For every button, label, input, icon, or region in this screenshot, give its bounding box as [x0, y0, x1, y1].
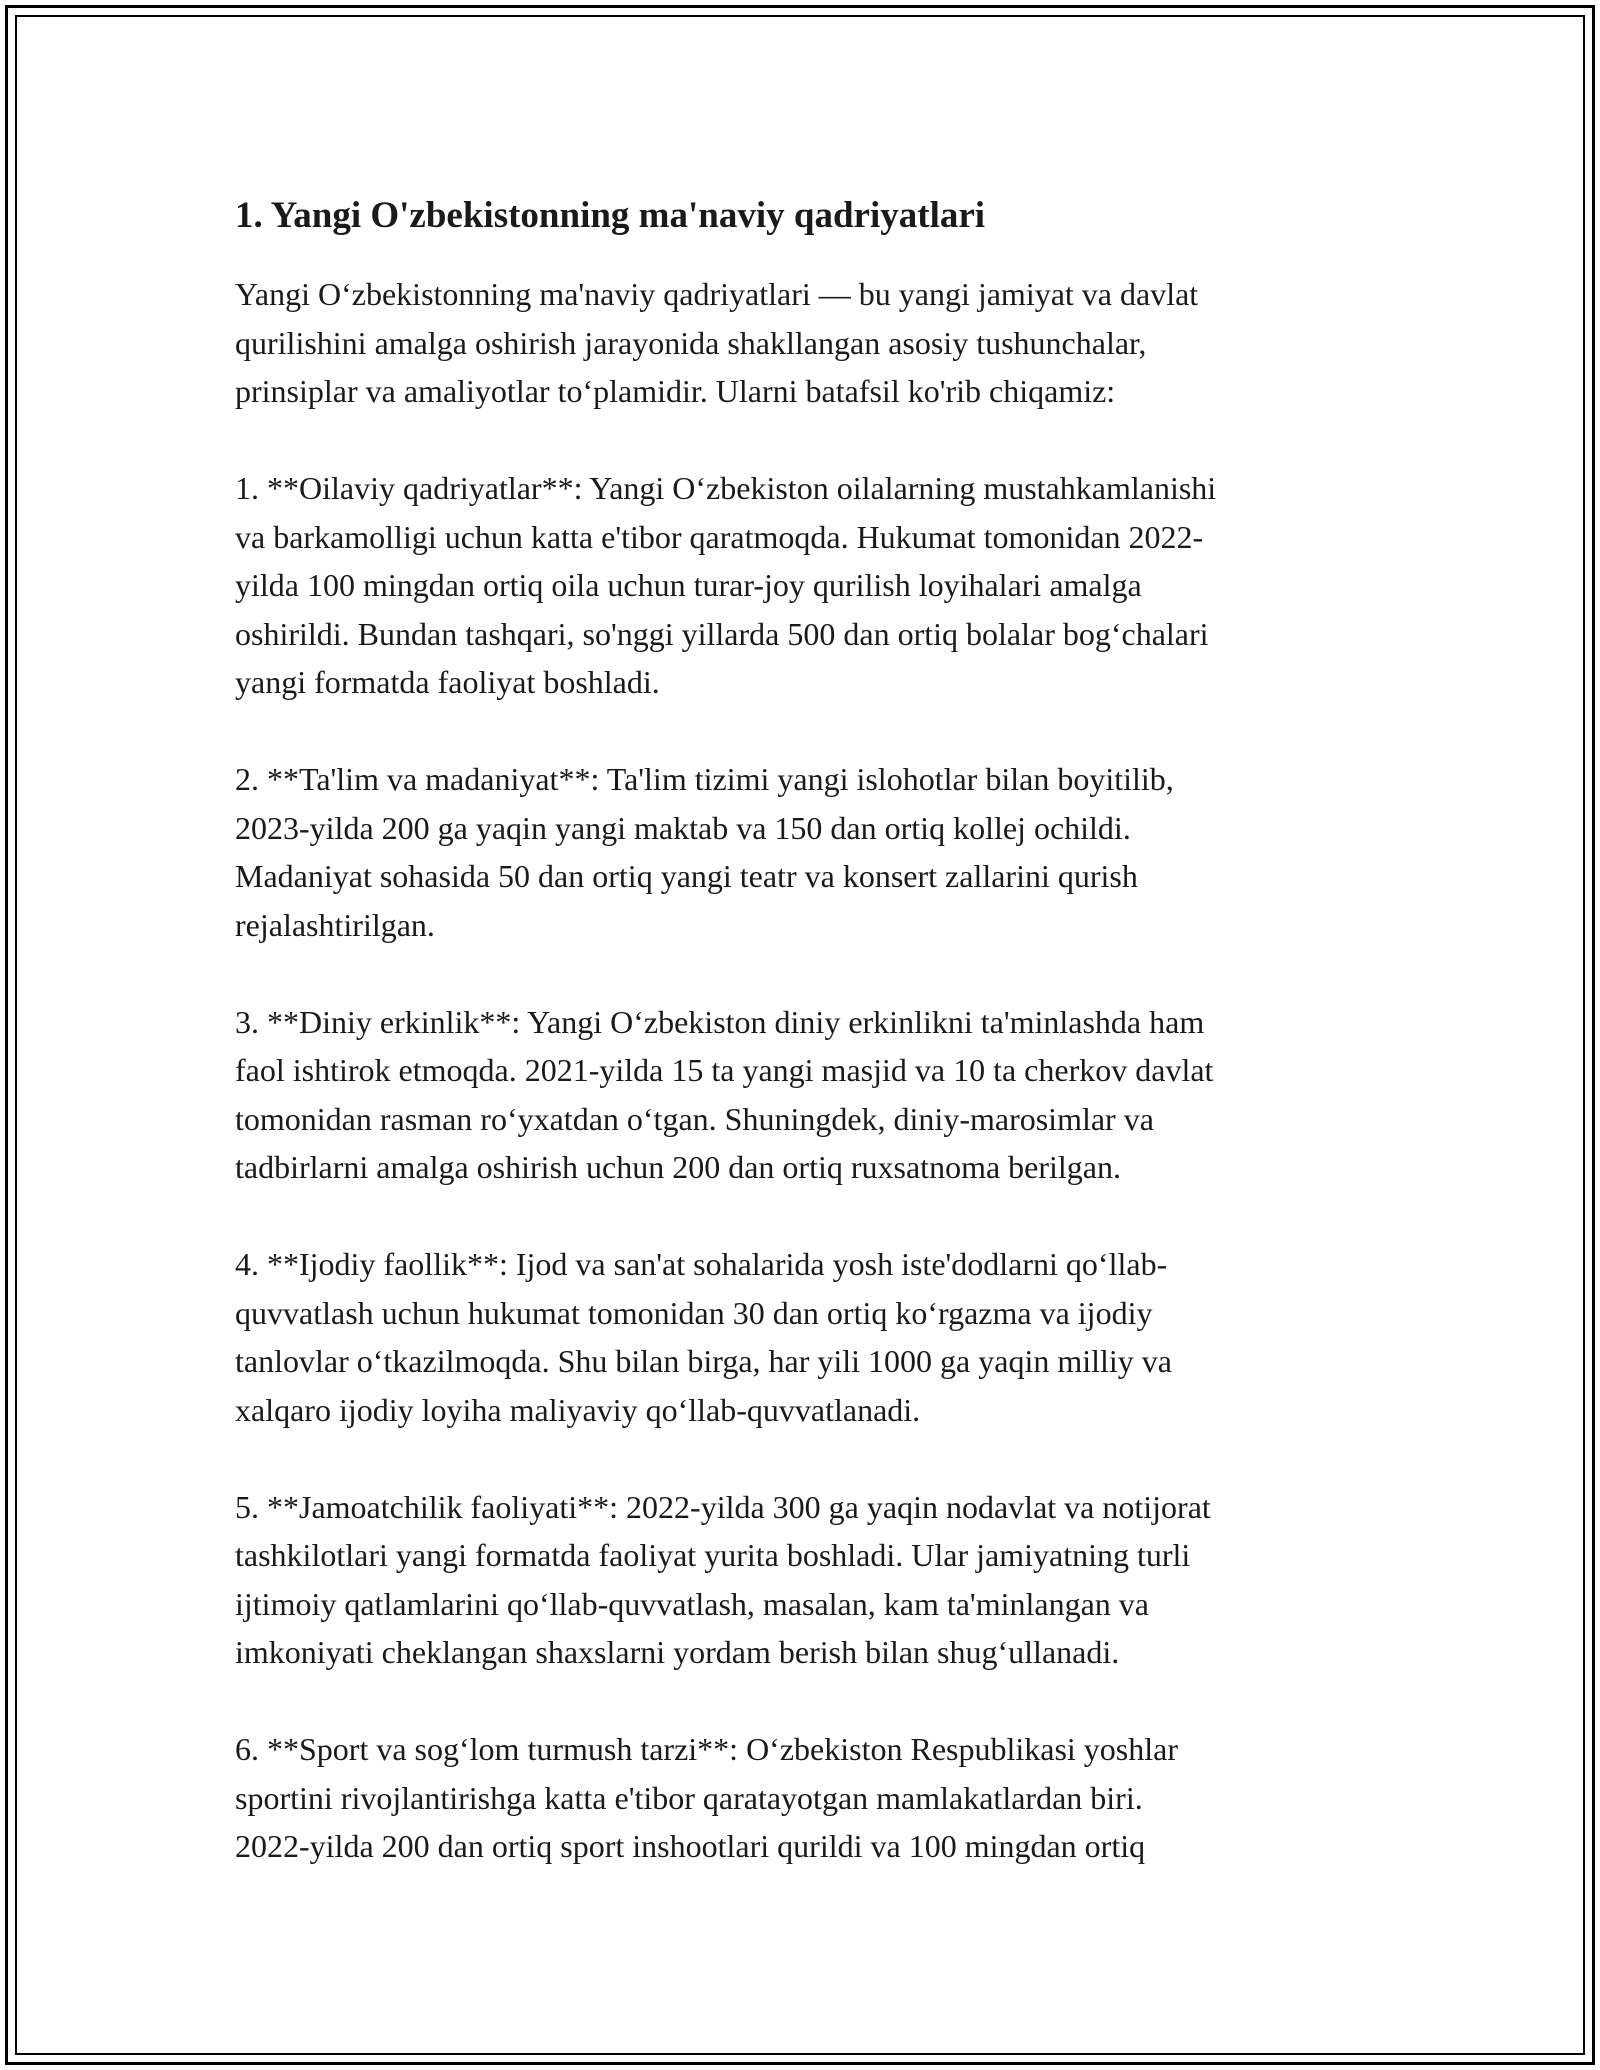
paragraph-education-culture — [235, 755, 1375, 949]
text-line: 5. **Jamoatchilik faoliyati**: 2022-yilda 300 ga yaqin nodavlat va notijorat — [235, 1488, 1211, 1525]
text-line: 6. **Sport va sog‘lom turmush tarzi**: O‘zbekiston Respublikasi yoshlar — [235, 1731, 1178, 1767]
text-line: tashkilotlari yangi formatda faoliyat yurita boshladi. Ular jamiyatning turli — [235, 1537, 1191, 1573]
paragraph-family-values — [235, 464, 1375, 707]
paragraph-public-activity — [235, 1483, 1375, 1677]
text-line: oshirildi. Bundan tashqari, so'nggi yillarda 500 dan ortiq bolalar bog‘chalari — [235, 615, 1209, 652]
text-line: faol ishtirok etmoqda. 2021-yilda 15 ta yangi masjid va 10 ta cherkov davlat — [235, 1052, 1214, 1088]
paragraph-creative-activity — [235, 1240, 1375, 1434]
text-line: tadbirlarni amalga oshirish uchun 200 dan ortiq ruxsatnoma berilgan. — [235, 1149, 1121, 1185]
text-line: 2023-yilda 200 ga yaqin yangi maktab va 150 dan ortiq kollej ochildi. — [235, 809, 1131, 846]
text-line: qurilishini amalga oshirish jarayonida shakllangan asosiy tushunchalar, — [235, 324, 1147, 361]
text-line: Yangi O‘zbekistonning ma'naviy qadriyatlari — bu yangi jamiyat va davlat — [235, 276, 1199, 312]
text-line: tomonidan rasman ro‘yxatdan o‘tgan. Shuningdek, diniy-marosimlar va — [235, 1100, 1154, 1137]
text-line: 2. **Ta'lim va madaniyat**: Ta'lim tizimi yangi islohotlar bilan boyitilib, — [235, 761, 1174, 797]
text-line: 3. **Diniy erkinlik**: Yangi O‘zbekiston diniy erkinlikni ta'minlashda ham — [235, 1003, 1205, 1040]
text-line: 1. **Oilaviy qadriyatlar**: Yangi O‘zbekiston oilalarning mustahkamlanishi — [235, 470, 1217, 506]
document-body — [235, 188, 1375, 1919]
text-line: yilda 100 mingdan ortiq oila uchun turar-joy qurilish loyihalari amalga — [235, 567, 1142, 603]
text-line: tanlovlar o‘tkazilmoqda. Shu bilan birga, har yili 1000 ga yaqin milliy va — [235, 1343, 1172, 1379]
document-title: 1. Yangi O'zbekistonning ma'naviy qadriyatlari — [235, 195, 986, 236]
text-line: 2022-yilda 200 dan ortiq sport inshootlari qurildi va 100 mingdan ortiq — [235, 1828, 1146, 1864]
paragraph-sport-healthy-lifestyle — [235, 1725, 1375, 1871]
text-line: imkoniyati cheklangan shaxslarni yordam berish bilan shug‘ullanadi. — [235, 1634, 1120, 1670]
text-line: ijtimoiy qatlamlarini qo‘llab-quvvatlash, masalan, kam ta'minlangan va — [235, 1585, 1149, 1622]
text-line: va barkamolligi uchun katta e'tibor qaratmoqda. Hukumat tomonidan 2022- — [235, 518, 1204, 555]
text-line: sportini rivojlantirishga katta e'tibor qaratayotgan mamlakatlardan biri. — [235, 1779, 1143, 1816]
text-line: prinsiplar va amaliyotlar to‘plamidir. Ularni batafsil ko'rib chiqamiz: — [235, 373, 1116, 409]
text-line: yangi formatda faoliyat boshladi. — [235, 664, 660, 700]
text-line: 4. **Ijodiy faollik**: Ijod va san'at sohalarida yosh iste'dodlarni qo‘llab- — [235, 1246, 1168, 1282]
text-line: rejalashtirilgan. — [235, 906, 435, 943]
paragraph-religious-freedom — [235, 998, 1375, 1192]
text-line: quvvatlash uchun hukumat tomonidan 30 dan ortiq ko‘rgazma va ijodiy — [235, 1294, 1153, 1331]
text-line: xalqaro ijodiy loyiha maliyaviy qo‘llab-quvvatlanadi. — [235, 1391, 921, 1428]
intro-paragraph — [235, 270, 1375, 416]
text-line: Madaniyat sohasida 50 dan ortiq yangi teatr va konsert zallarini qurish — [235, 858, 1138, 894]
